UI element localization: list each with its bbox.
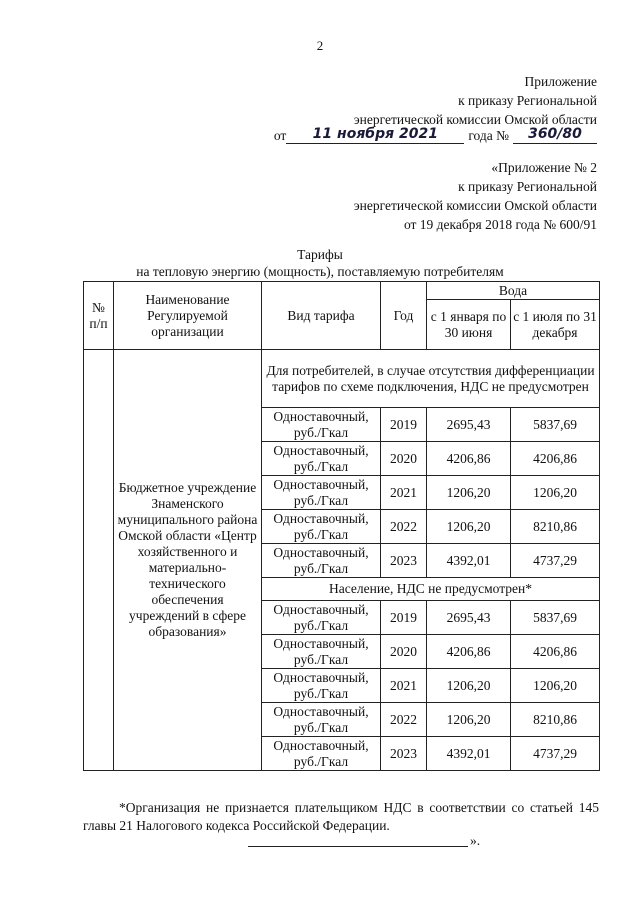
tariff-h2: 1206,20 [511,669,600,703]
tariff-year: 2021 [381,669,427,703]
tariff-h2: 4737,29 [511,544,600,578]
page-number: 2 [316,38,324,53]
tariff-year: 2020 [381,635,427,669]
tariff-type: Одноставочный, руб./Гкал [262,510,381,544]
tariff-h2: 8210,86 [511,703,600,737]
tariff-type: Одноставочный, руб./Гкал [262,635,381,669]
tariff-year: 2023 [381,544,427,578]
tariff-h1: 4206,86 [427,442,511,476]
tariff-h1: 4392,01 [427,544,511,578]
tariff-h1: 4392,01 [427,737,511,771]
header-org: Наименование Регулируемой организации [114,282,262,350]
tariff-year: 2020 [381,442,427,476]
header-period-1: с 1 января по 30 июня [427,300,511,350]
tariff-h1: 2695,43 [427,601,511,635]
tariff-type: Одноставочный, руб./Гкал [262,442,381,476]
tariff-year: 2023 [381,737,427,771]
header-num: № п/п [84,282,114,350]
appendix-2-header [354,158,597,234]
tariff-h2: 5837,69 [511,408,600,442]
order-date-line [274,124,597,144]
organization-name: Бюджетное учреждение Знаменского муниципального района Омской области «Центр хозяйственного и материально-технического обеспечения учреждений в сфере образования» [114,350,262,771]
tariff-h2: 4206,86 [511,635,600,669]
appendix-2-line-2: к приказу Региональной [458,179,597,194]
appendix-2-line-3: энергетической комиссии Омской области [353,198,597,213]
tariff-type: Одноставочный, руб./Гкал [262,737,381,771]
tariff-h1: 1206,20 [427,669,511,703]
appendix-header [354,72,597,129]
year-number-label: года № [468,128,509,143]
tariff-type: Одноставочный, руб./Гкал [262,408,381,442]
appendix-line-2: к приказу Региональной [458,93,597,108]
appendix-line-3: энергетической комиссии Омской области [353,112,597,127]
appendix-line-1: Приложение [524,74,597,89]
footnote: *Организация не признается плательщиком НДС в соответствии со статьей 145 главы 21 Налогового кодекса Российской Федерации. [83,800,599,833]
tariff-h2: 4737,29 [511,737,600,771]
document-title: Тарифы [297,247,343,262]
from-label: от [273,128,287,143]
tariff-type: Одноставочный, руб./Гкал [262,703,381,737]
tariff-year: 2021 [381,476,427,510]
tariff-h1: 1206,20 [427,703,511,737]
tariff-h2: 4206,86 [511,442,600,476]
appendix-2-line-1: «Приложение № 2 [491,160,597,175]
handwritten-date: 11 ноября 2021 [286,126,464,144]
tariff-h1: 2695,43 [427,408,511,442]
header-period-2: с 1 июля по 31 декабря [511,300,600,350]
tariff-type: Одноставочный, руб./Гкал [262,544,381,578]
closing-rule [248,845,468,847]
handwritten-order-number: 360/80 [513,126,597,144]
tariff-h1: 1206,20 [427,510,511,544]
group-2-label: Население, НДС не предусмотрен* [262,578,600,601]
header-year: Год [381,282,427,350]
tariff-h2: 5837,69 [511,601,600,635]
tariff-year: 2019 [381,601,427,635]
tariff-type: Одноставочный, руб./Гкал [262,476,381,510]
row-num-cell [84,350,114,771]
tariff-h2: 8210,86 [511,510,600,544]
tariff-h1: 4206,86 [427,635,511,669]
header-water: Вода [427,282,600,300]
group-1-label: Для потребителей, в случае отсутствия дифференциации тарифов по схеме подключения, НДС не предусмотрен [262,350,600,408]
header-type: Вид тарифа [262,282,381,350]
tariffs-table [83,281,600,771]
tariff-h2: 1206,20 [511,476,600,510]
document-subtitle: на тепловую энергию (мощность), поставляемую потребителям [136,264,504,279]
tariff-type: Одноставочный, руб./Гкал [262,669,381,703]
tariff-h1: 1206,20 [427,476,511,510]
tariff-type: Одноставочный, руб./Гкал [262,601,381,635]
tariff-year: 2022 [381,703,427,737]
appendix-2-line-4: от 19 декабря 2018 года № 600/91 [403,217,597,232]
tariff-year: 2022 [381,510,427,544]
tariff-year: 2019 [381,408,427,442]
closing-quote: ». [470,833,481,848]
